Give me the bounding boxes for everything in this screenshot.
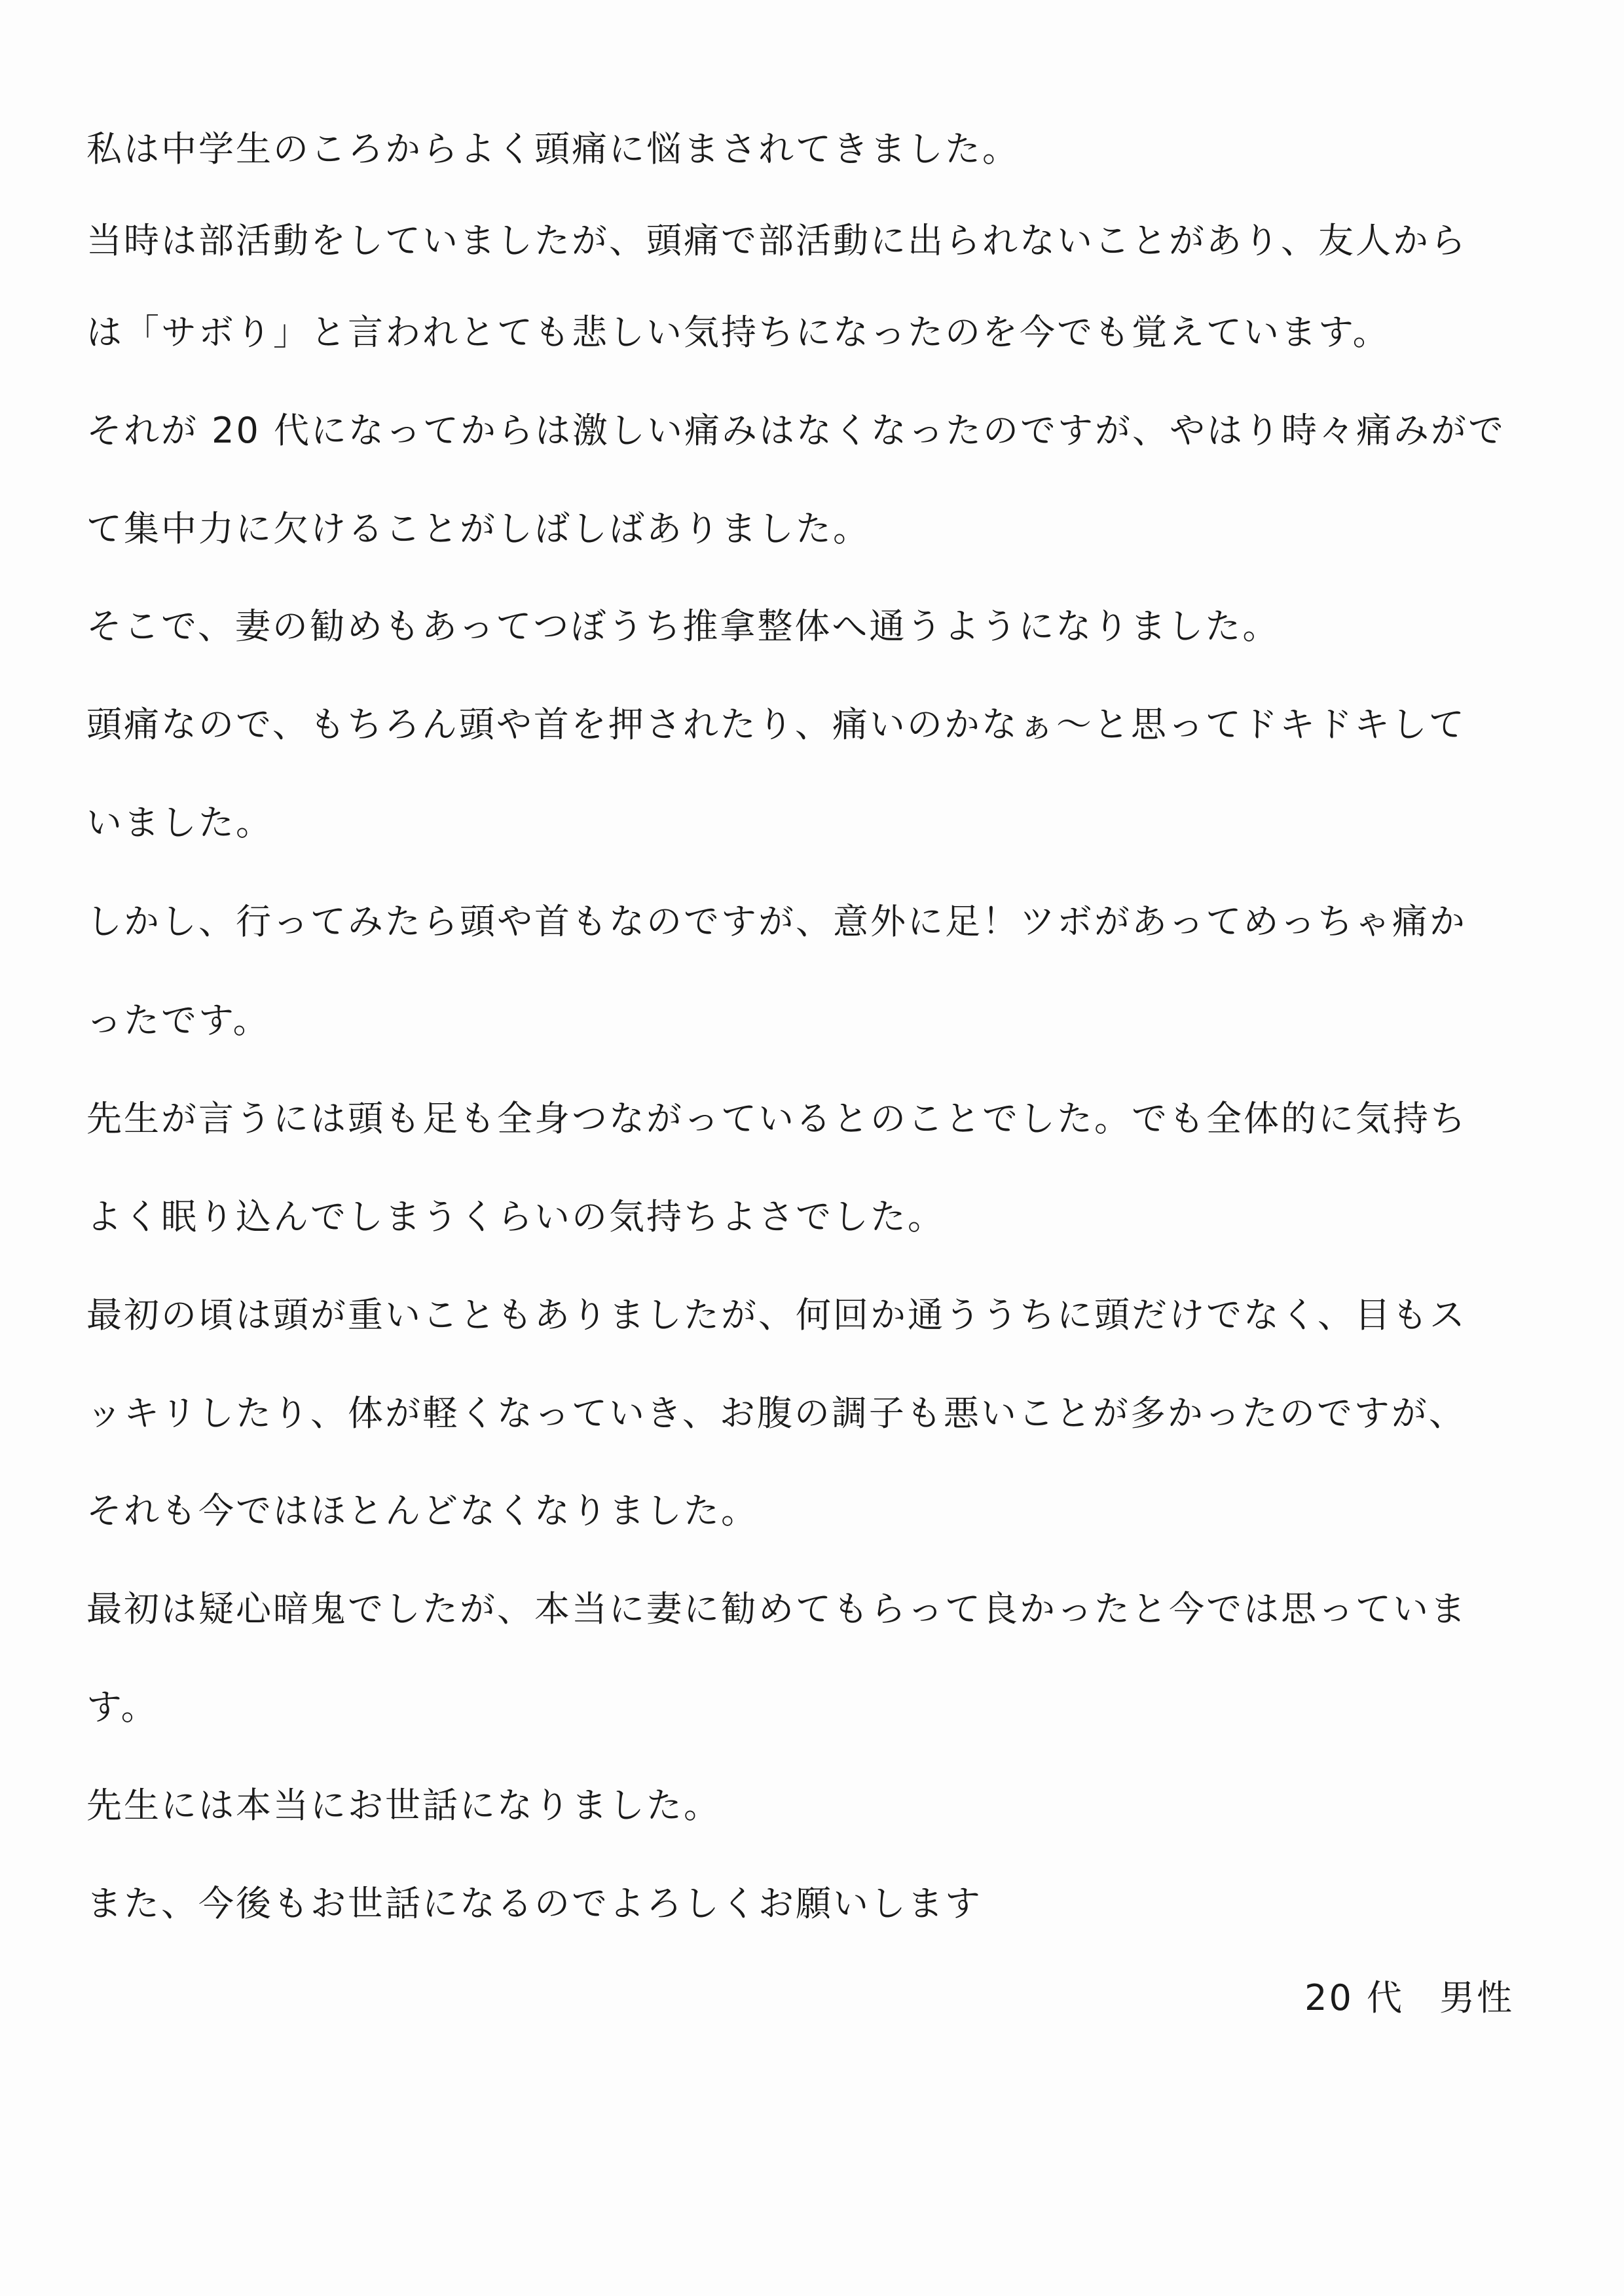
- signature-gender: 男性: [1439, 1977, 1514, 2018]
- letter-line: それが 20 代になってからは激しい痛みはなくなったのですが、やはり時々痛みがで: [86, 410, 1506, 451]
- signature: [1304, 1977, 1514, 2019]
- letter-line: いました。: [86, 802, 273, 843]
- letter-line: 最初の頃は頭が重いこともありましたが、何回か通ううちに頭だけでなく、目もス: [86, 1294, 1467, 1336]
- letter-line: そこで、妻の勧めもあってつぼうち推拿整体へ通うようになりました。: [86, 606, 1280, 647]
- letter-line: て集中力に欠けることがしばしばありました。: [86, 508, 870, 549]
- letter-line: それも今ではほとんどなくなりました。: [86, 1490, 758, 1531]
- letter-line: は「サボり」と言われとても悲しい気持ちになったのを今でも覚えています。: [86, 312, 1390, 353]
- letter-line: 頭痛なので、もちろん頭や首を押されたり、痛いのかなぁ～と思ってドキドキして: [86, 704, 1466, 745]
- letter-line: す。: [86, 1686, 158, 1728]
- letter-line: 最初は疑心暗鬼でしたが、本当に妻に勧めてもらって良かったと今では思っていま: [86, 1588, 1467, 1630]
- letter-line: 当時は部活動をしていましたが、頭痛で部活動に出られないことがあり、友人から: [86, 220, 1467, 261]
- letter-line: また、今後もお世話になるのでよろしくお願いします: [86, 1883, 982, 1924]
- letter-line: 私は中学生のころからよく頭痛に悩まされてきました。: [86, 128, 1020, 170]
- letter-line: 先生には本当にお世話になりました。: [86, 1785, 721, 1826]
- signature-age: 20 代: [1304, 1977, 1404, 2018]
- letter-line: よく眠り込んでしまうくらいの気持ちよさでした。: [86, 1196, 945, 1237]
- letter-line: ったです。: [86, 1000, 270, 1041]
- letter-line: 先生が言うには頭も足も全身つながっているとのことでした。でも全体的に気持ち: [86, 1098, 1467, 1139]
- letter-line: しかし、行ってみたら頭や首もなのですが、意外に足！ツボがあってめっちゃ痛か: [86, 901, 1467, 942]
- letter-line: ッキリしたり、体が軽くなっていき、お腹の調子も悪いことが多かったのですが、: [86, 1393, 1466, 1434]
